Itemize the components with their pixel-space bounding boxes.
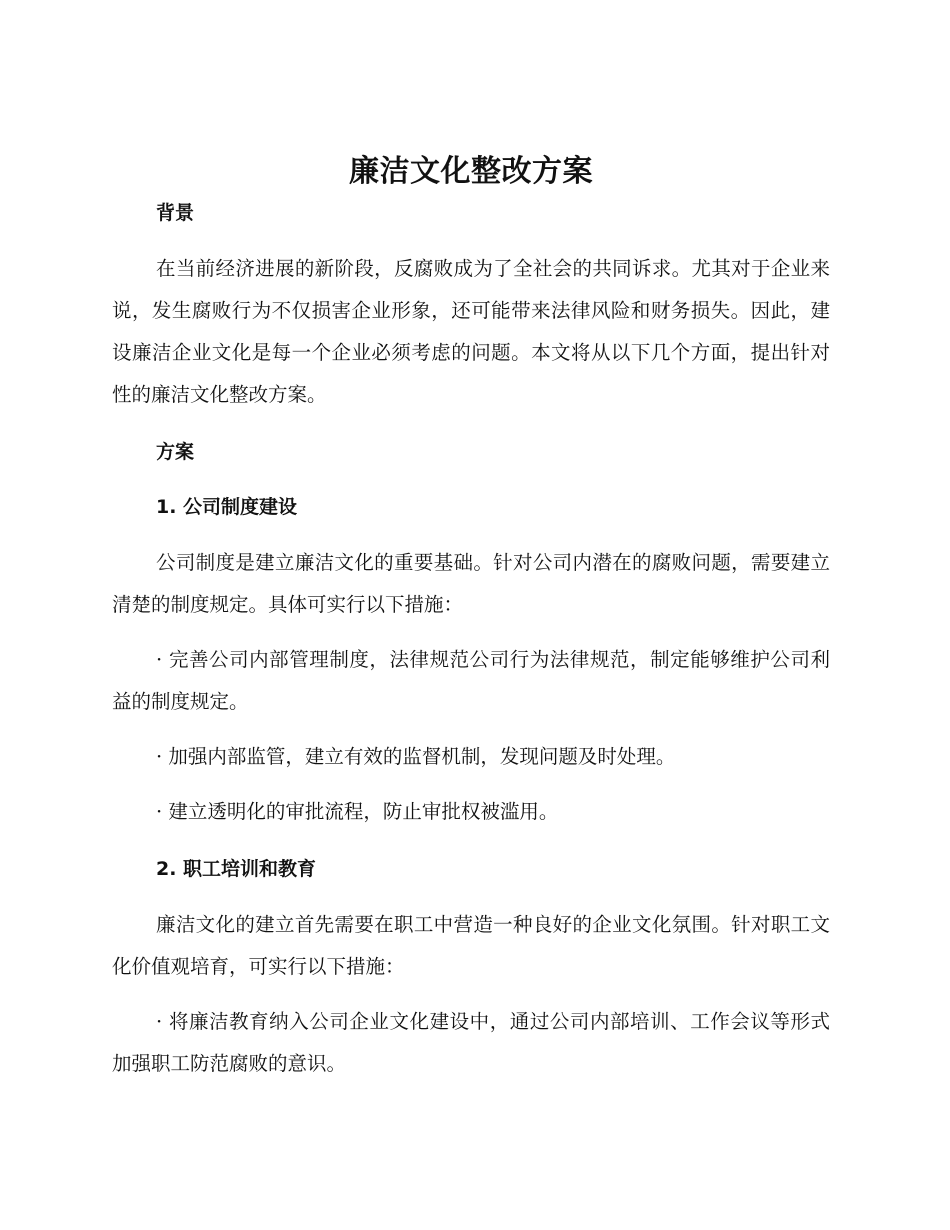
- item1-bullet-1: · 完善公司内部管理制度，法律规范公司行为法律规范，制定能够维护公司利益的制度规定。: [112, 648, 830, 713]
- background-paragraph: 在当前经济进展的新阶段，反腐败成为了全社会的共同诉求。尤其对于企业来说，发生腐败行为不仅损害企业形象，还可能带来法律风险和财务损失。因此，建设廉洁企业文化是每一个企业必须考虑的问题。本文将从以下几个方面，提出针对性的廉洁文化整改方案。: [112, 257, 830, 406]
- item1-heading: 1. 公司制度建设: [156, 496, 298, 518]
- item2-paragraph: 廉洁文化的建立首先需要在职工中营造一种良好的企业文化氛围。针对职工文化价值观培育，可实行以下措施：: [112, 913, 830, 978]
- item1-paragraph: 公司制度是建立廉洁文化的重要基础。针对公司内潜在的腐败问题，需要建立清楚的制度规定。具体可实行以下措施：: [112, 551, 830, 616]
- section-heading-background: 背景: [156, 202, 195, 224]
- item2-heading: 2. 职工培训和教育: [156, 858, 317, 880]
- item1-bullet-2: · 加强内部监管，建立有效的监督机制，发现问题及时处理。: [156, 745, 676, 768]
- document-page: [112, 150, 830, 1085]
- item1-bullet-3: · 建立透明化的审批流程，防止审批权被滥用。: [156, 800, 559, 823]
- item2-bullet-1: · 将廉洁教育纳入公司企业文化建设中，通过公司内部培训、工作会议等形式加强职工防范腐败的意识。: [112, 1010, 830, 1075]
- document-title: 廉洁文化整改方案: [349, 154, 593, 189]
- section-heading-plan: 方案: [156, 441, 195, 463]
